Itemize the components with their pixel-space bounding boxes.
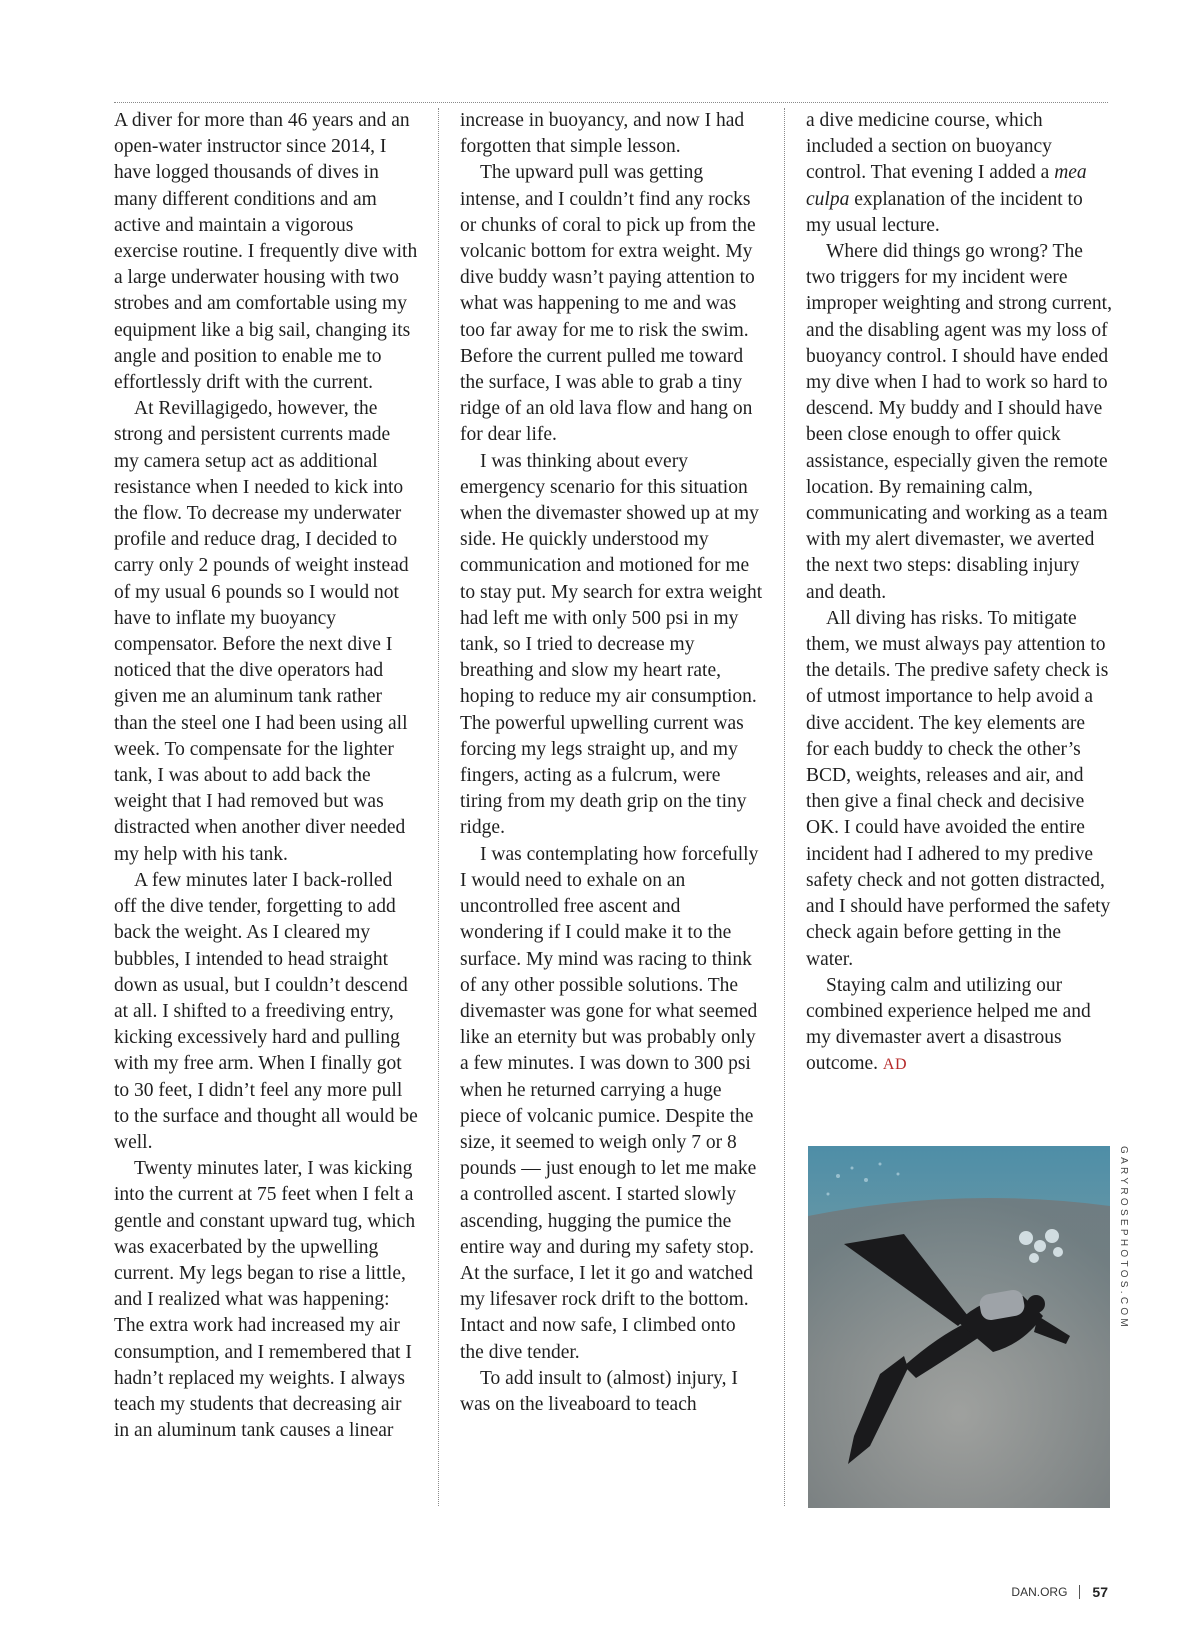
paragraph-text: a dive medicine course, which included a section on buoyancy control. That evening I added a bbox=[806, 110, 1055, 184]
paragraph: At Revillagigedo, however, the strong and persistent currents made my camera setup act as additional resistance when I needed to kick into the flow. To decrease my underwater profile and reduce drag, I decided to carry only 2 pounds of weight instead of my usual 6 pounds so I would not have to inflate my buoyancy compensator. Before the next dive I noticed that the dive operators had given me an aluminum tank rather than the steel one I had been using all week. To compensate for the lighter tank, I was about to add back the weight that I had removed but was distracted when another diver needed my help with his tank. bbox=[114, 398, 409, 865]
page-number: 57 bbox=[1092, 1584, 1108, 1600]
paragraph: A diver for more than 46 years and an open-water instructor since 2014, I have logged thousands of dives in many different conditions and am active and maintain a vigorous exercise routine. I frequently dive with a large underwater housing with two strobes and am comfortable using my equipment like a big sail, changing its angle and position to enable me to effortlessly drift with the current. bbox=[114, 110, 418, 394]
paragraph bbox=[806, 108, 1112, 239]
paragraph: Where did things go wrong? The two triggers for my incident were improper weighting and strong current, and the disabling agent was my loss of buoyancy control. I should have ended my dive when I had to work so hard to descend. My buddy and I should have been close enough to offer quick assistance, especially given the remote location. By remaining calm, communicating and working as a team with my alert divemaster, we averted the next two steps: disabling injury and death. bbox=[806, 241, 1112, 603]
article-column-3 bbox=[806, 108, 1112, 1079]
column-divider bbox=[784, 108, 785, 1506]
paragraph-text: explanation of the incident to my usual lecture. bbox=[806, 188, 1083, 236]
site-name: DAN.ORG bbox=[1011, 1585, 1068, 1599]
italic-phrase: mea culpa bbox=[806, 162, 1087, 210]
paragraph: Twenty minutes later, I was kicking into the current at 75 feet when I felt a gentle and constant upward tug, which was exacerbated by the upwelling current. My legs began to rise a little, and I realized what was happening: The extra work had increased my air consumption, and I remembered that I hadn’t replaced my weights. I always teach my students that decreasing air in an aluminum tank causes a linear bbox=[114, 1158, 416, 1442]
diver-illustration bbox=[808, 1146, 1110, 1508]
article-column-1 bbox=[114, 108, 418, 1444]
photo-credit: GARYROSEPHOTOS.COM bbox=[1118, 1146, 1129, 1331]
paragraph: All diving has risks. To mitigate them, we must always pay attention to the details. The predive safety check is of utmost importance to help avoid a dive accident. The key elements are for each buddy to check the other’s BCD, weights, releases and air, and then give a final check and decisive OK. I could have avoided the entire incident had I adhered to my predive safety check and not gotten distracted, and I should have performed the safety check again before getting in the water. bbox=[806, 607, 1111, 970]
paragraph-text: Staying calm and utilizing our combined experience helped me and my divemaster avert a disastrous outcome. bbox=[806, 974, 1091, 1075]
diver-photo bbox=[808, 1146, 1110, 1508]
paragraph: The upward pull was getting intense, and I couldn’t find any rocks or chunks of coral to pick up from the volcanic bottom for extra weight. My dive buddy wasn’t paying attention to what was happening to me and was too far away for me to risk the swim. Before the current pulled me toward the surface, I was able to grab a tiny ridge of an old lava flow and hang on for dear life. bbox=[460, 162, 756, 446]
paragraph bbox=[806, 973, 1112, 1079]
paragraph: A few minutes later I back-rolled off the dive tender, forgetting to add back the weight. As I cleared my bubbles, I intended to head straight down as usual, but I couldn’t descend at all. I shifted to a freediving entry, kicking excessively hard and pulling with my free arm. When I finally got to 30 feet, I didn’t feel any more pull to the surface and thought all would be well. bbox=[114, 869, 418, 1153]
paragraph: I was thinking about every emergency scenario for this situation when the divemaster showed up at my side. He quickly understood my communication and motioned for me to stay put. My search for extra weight had left me with only 500 psi in my tank, so I tried to decrease my breathing and slow my heart rate, hoping to reduce my air consumption. The powerful upwelling current was forcing my legs straight up, and my fingers, acting as a fulcrum, were tiring from my death grip on the tiny ridge. bbox=[460, 450, 763, 839]
end-mark: AD bbox=[882, 1056, 908, 1074]
page-footer bbox=[1011, 1584, 1108, 1600]
column-divider bbox=[438, 108, 439, 1506]
paragraph: I was contemplating how forcefully I would need to exhale on an uncontrolled free ascent and wondering if I could make it to the surface. My mind was racing to think of any other possible solutions. The divemaster was gone for what seemed like an eternity but was probably only a few minutes. I was down to 300 psi when he returned carrying a huge piece of volcanic pumice. Despite the size, it seemed to weigh only 7 or 8 pounds — just enough to let me make a controlled ascent. I started slowly ascending, hugging the pumice the entire way and during my safety stop. At the surface, I let it go and watched my lifesaver rock drift to the bottom. Intact and now safe, I climbed onto the dive tender. bbox=[460, 843, 759, 1363]
top-rule bbox=[114, 102, 1108, 103]
paragraph: To add insult to (almost) injury, I was on the liveaboard to teach bbox=[460, 1367, 738, 1415]
paragraph: increase in buoyancy, and now I had forgotten that simple lesson. bbox=[460, 110, 745, 158]
article-column-2 bbox=[460, 108, 764, 1418]
footer-separator bbox=[1079, 1585, 1080, 1599]
